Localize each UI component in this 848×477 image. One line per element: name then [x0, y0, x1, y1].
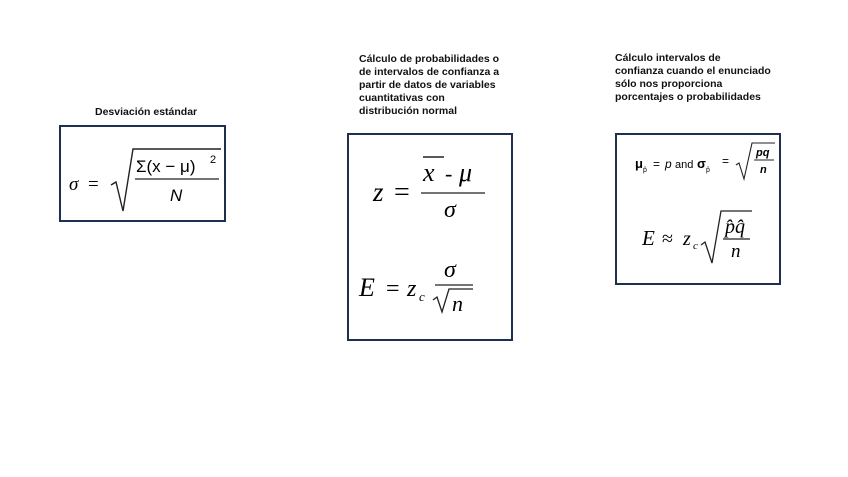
- caption-line: sólo nos proporciona: [615, 78, 723, 90]
- denominator: N: [170, 186, 183, 205]
- e-symbol: E: [642, 226, 655, 250]
- caption-line: de intervalos de confianza a: [359, 66, 500, 78]
- approx-sign: ≈: [662, 228, 673, 250]
- exponent: 2: [210, 154, 217, 166]
- mu-symbol: μ: [459, 158, 473, 187]
- and-word: and: [675, 159, 694, 171]
- e-symbol: E: [359, 273, 375, 302]
- caption-line: distribución normal: [359, 105, 458, 117]
- mu-symbol: μ: [635, 156, 643, 171]
- numerator: Σ(x − μ): [136, 157, 196, 176]
- equals-sign: =: [653, 157, 661, 171]
- caption-line: Cálculo de probabilidades o: [359, 53, 500, 65]
- sigma-symbol: σ: [444, 197, 456, 223]
- caption-line: porcentajes o probabilidades: [615, 91, 761, 103]
- caption-line: confianza cuando el enunciado: [615, 65, 771, 77]
- equals-sign: =: [88, 174, 99, 195]
- proportion-formula-box: [615, 133, 781, 285]
- std-dev-caption: Desviación estándar: [95, 106, 198, 118]
- z-symbol: z: [373, 177, 384, 207]
- n-denominator: n: [760, 164, 767, 176]
- normal-formulas: [349, 135, 511, 339]
- minus-sign: -: [445, 161, 453, 186]
- sigma-symbol: σ: [697, 156, 706, 171]
- caption-line: partir de datos de variables: [359, 79, 496, 91]
- z-symbol: z: [407, 276, 417, 302]
- std-dev-formula: [61, 127, 224, 220]
- proportion-caption: [615, 52, 771, 104]
- n-denominator: n: [731, 241, 741, 262]
- equals-sign: =: [722, 154, 730, 168]
- caption-line: Cálculo intervalos de: [615, 52, 721, 64]
- subscript-c: c: [419, 289, 425, 304]
- std-dev-formula-box: [59, 125, 226, 222]
- z-symbol: z: [683, 228, 691, 250]
- equals-sign: =: [394, 177, 410, 208]
- equals-sign: =: [386, 276, 400, 302]
- pq-numerator: pq: [756, 147, 770, 159]
- caption-line: cuantitativas con: [359, 92, 445, 104]
- subscript-p-hat: p̂: [706, 167, 710, 174]
- x-bar: x: [423, 158, 435, 187]
- sigma-symbol: σ: [69, 174, 79, 195]
- subscript-c: c: [693, 240, 698, 252]
- n-denominator: n: [452, 291, 463, 316]
- sigma-numerator: σ: [444, 257, 456, 283]
- normal-formula-box: [347, 133, 513, 341]
- p-symbol: p: [665, 157, 672, 171]
- subscript-p-hat: p̂: [643, 167, 647, 174]
- normal-distribution-caption: [359, 53, 499, 118]
- pq-hat-numerator: p̂q̂: [725, 216, 745, 238]
- proportion-formulas: [617, 135, 779, 283]
